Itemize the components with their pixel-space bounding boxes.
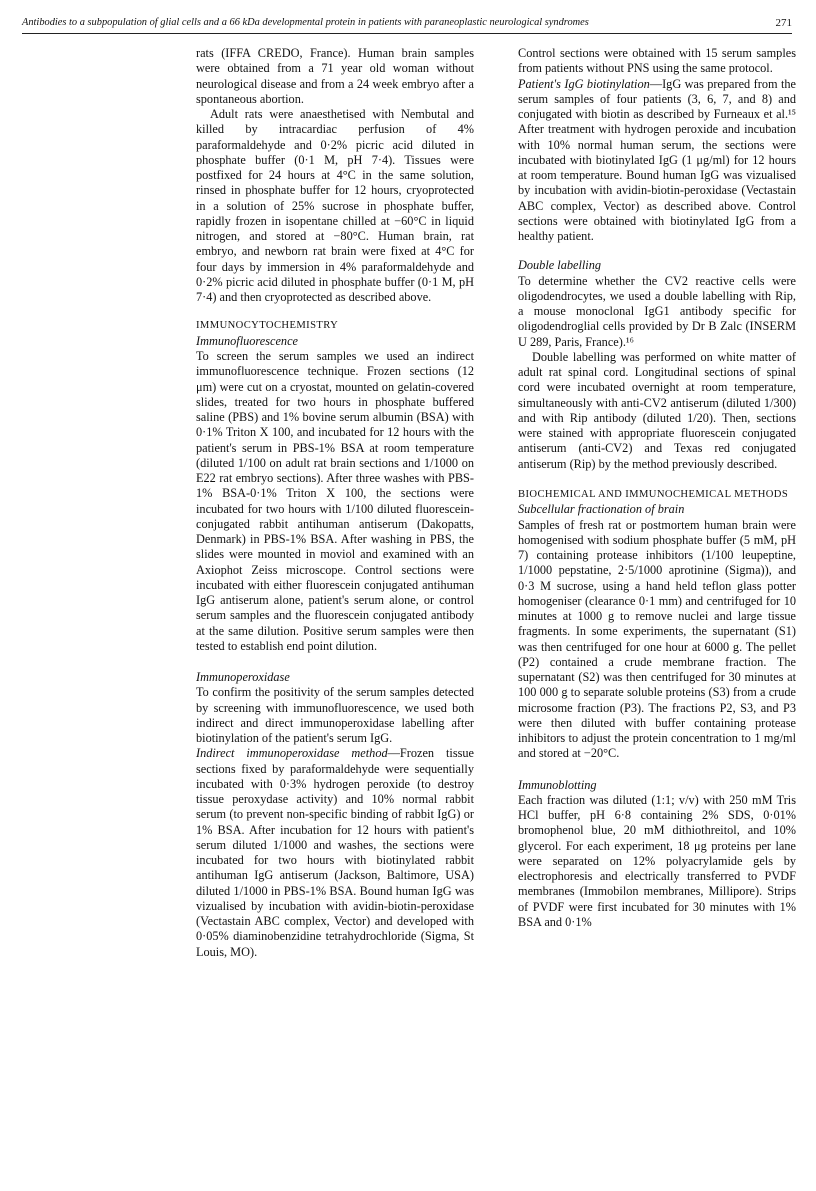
subsection-heading: Double labelling bbox=[518, 258, 601, 273]
paragraph-text: —Frozen tissue sections fixed by paraformaldehyde were sequentially incubated with 0·3% hydrogen peroxide (to destroy tissue peroxydase activity) and 10% normal rabbit serum (to prevent non-specific binding of rabbit IgG) or 1% BSA. After incubation for 12 hours with patient's serum diluted 1/1000 and washes, the sections were incubated for two hours with biotinylated rabbit antihuman IgG antiserum (Jackson, Baltimore, USA) diluted 1/1000 in PBS-1% BSA. Bound human IgG was vizualised by incubation with avidin-biotin-peroxidase (Vectastain ABC complex, Vector) and developed with 0·05% diaminobenzidine tetrahydrochloride (Sigma, St Louis, MO). bbox=[196, 746, 474, 959]
paragraph: To confirm the positivity of the serum samples detected by screening with immunofluorescence, we used both indirect and direct immunoperoxidase labelling after biotinylation of the patient's serum IgG. bbox=[196, 685, 474, 745]
section-heading: BIOCHEMICAL AND IMMUNOCHEMICAL METHODS bbox=[518, 488, 789, 500]
paragraph: Double labelling was performed on white matter of adult rat spinal cord. Longitudinal sections of spinal cord were incubated overnight at room temperature, simultaneously with anti-CV2 antiserum (diluted 1/300) and with Rip antibody (diluted 1/20). Then, sections were stained with appropriate fluorescein conjugated antiserum (anti-CV2) and Texas red conjugated antiserum (Rip) by the method previously described. bbox=[518, 349, 796, 471]
running-header bbox=[22, 13, 792, 34]
paragraph: Each fraction was diluted (1:1; v/v) with 250 mM Tris HCl buffer, pH 6·8 containing 2% SDS, 0·01% bromophenol blue, 20 mM dithiothreitol, and 10% glycerol. For each experiment, 18 μg proteins per lane were separated on 12% polyacrylamide gels by electrophoresis and electrically transferred to PVDF membranes (Immobilon membranes, Millipore). Strips of PVDF were first incubated for 30 minutes with 1% BSA and 0·1% bbox=[518, 792, 796, 929]
run-in-heading: Patient's IgG biotinylation bbox=[518, 76, 650, 91]
paragraph: Control sections were obtained with 15 serum samples from patients without PNS using the same protocol. bbox=[518, 46, 796, 76]
subsection-heading: Subcellular fractionation of brain bbox=[518, 502, 685, 517]
page-number: 271 bbox=[775, 17, 792, 29]
paragraph: rats (IFFA CREDO, France). Human brain samples were obtained from a 71 year old woman without neurological disease and from a 24 week embryo after a spontaneous abortion. bbox=[196, 46, 474, 106]
paragraph: To determine whether the CV2 reactive cells were oligodendrocytes, we used a double labelling with Rip, a mouse monoclonal IgG1 antibody specific for oligodendroglial cells provided by Dr B Zalc (INSERM U 289, Paris, France).¹⁶ bbox=[518, 273, 796, 349]
running-title: Antibodies to a subpopulation of glial cells and a 66 kDa developmental protein in patients with paraneoplastic neurological syndromes bbox=[22, 17, 589, 28]
paragraph bbox=[518, 77, 796, 245]
subsection-heading: Immunofluorescence bbox=[196, 333, 298, 348]
section-heading: IMMUNOCYTOCHEMISTRY bbox=[196, 320, 339, 332]
run-in-heading: Indirect immunoperoxidase method bbox=[196, 746, 388, 761]
right-column bbox=[518, 46, 796, 930]
subsection-heading: Immunoblotting bbox=[518, 777, 597, 792]
paragraph: Samples of fresh rat or postmortem human brain were homogenised with sodium phosphate buffer (5 mM, pH 7) containing protease inhibitors (1/100 leupeptine, 1/1000 pepstatine, 2·5/1000 aprotinine (Sigma)), and 0·3 M sucrose, using a hand held teflon glass potter homogeniser (clearance 0·1 mm) and centrifuged for 10 minutes at 1000 g to remove nuclei and large tissue fragments. In some experiments, the supernatant (S1) was then centrifuged for one hour at 6000 g. The pellet (P2) contained a crude membrane fraction. The supernatant (S2) was then centrifuged for 30 minutes at 100 000 g to separate soluble proteins (S3) from a crude microsome fraction (P3). The fractions P2, S3, and P3 were then diluted with buffer containing protease inhibitors to adjust the protein concentration to 1 mg/ml and stored at −20°C. bbox=[518, 517, 796, 761]
subsection-heading: Immunoperoxidase bbox=[196, 670, 290, 684]
paragraph bbox=[196, 746, 474, 960]
paragraph-text: —IgG was prepared from the serum samples of four patients (3, 6, 7, and 8) and conjugated with biotin as described by Furneaux et al.¹⁵ After treatment with hydrogen peroxide and incubation with 10% normal human serum, the sections were incubated with biotinylated IgG (1 μg/ml) for 12 hours at room temperature. Bound human IgG was vizualised by incubation with avidin-biotin-peroxidase (Vectastain ABC complex, Vector) as described above. Control sections were obtained with biotinylated IgG from a healthy patient. bbox=[518, 76, 796, 243]
left-column bbox=[196, 46, 474, 960]
paragraph: Adult rats were anaesthetised with Nembutal and killed by intracardiac perfusion of 4% paraformaldehyde and 0·2% picric acid diluted in phosphate buffer (0·1 M, pH 7·4). Tissues were postfixed for 24 hours at 4°C in the same solution, rinsed in phosphate buffer for 12 hours, cryoprotected in a solution of 25% sucrose in phosphate buffer, rapidly frozen in isopentane chilled at −60°C in liquid nitrogen, and stored at −80°C. Human brain, rat embryo, and newborn rat brain were fixed at 4°C for four days by immersion in 4% paraformaldehyde and 0·2% picric acid diluted in phosphate buffer (0·1 M, pH 7·4) and then cryoprotected as described above. bbox=[196, 107, 474, 304]
paragraph: To screen the serum samples we used an indirect immunofluorescence technique. Frozen sections (12 μm) were cut on a cryostat, mounted on gelatin-covered slides, treated for two hours in phosphate buffered saline (PBS) and 1% bovine serum albumin (BSA) with 0·1% Triton X 100, and incubated for 12 hours with the patient's serum in PBS-1% BSA at room temperature (diluted 1/100 on adult rat brain sections and 1/1000 on E22 rat embryo sections). After three washes with PBS-1% BSA-0·1% Triton X 100, the sections were incubated for two hours with 1/100 diluted fluorescein-conjugated rabbit antihuman antiserum (Dakopatts, Denmark) in PBS-1% BSA. After washing in PBS, the slides were mounted in moviol and examined with an Axiophot Zeiss microscope. Control sections were incubated with either fluorescein conjugated antihuman IgG antiserum alone, patient's serum alone, or control serum samples and the fluorescein conjugated antibody at the same dilution. Positive serum samples were then tested to establish end point dilution. bbox=[196, 349, 474, 653]
